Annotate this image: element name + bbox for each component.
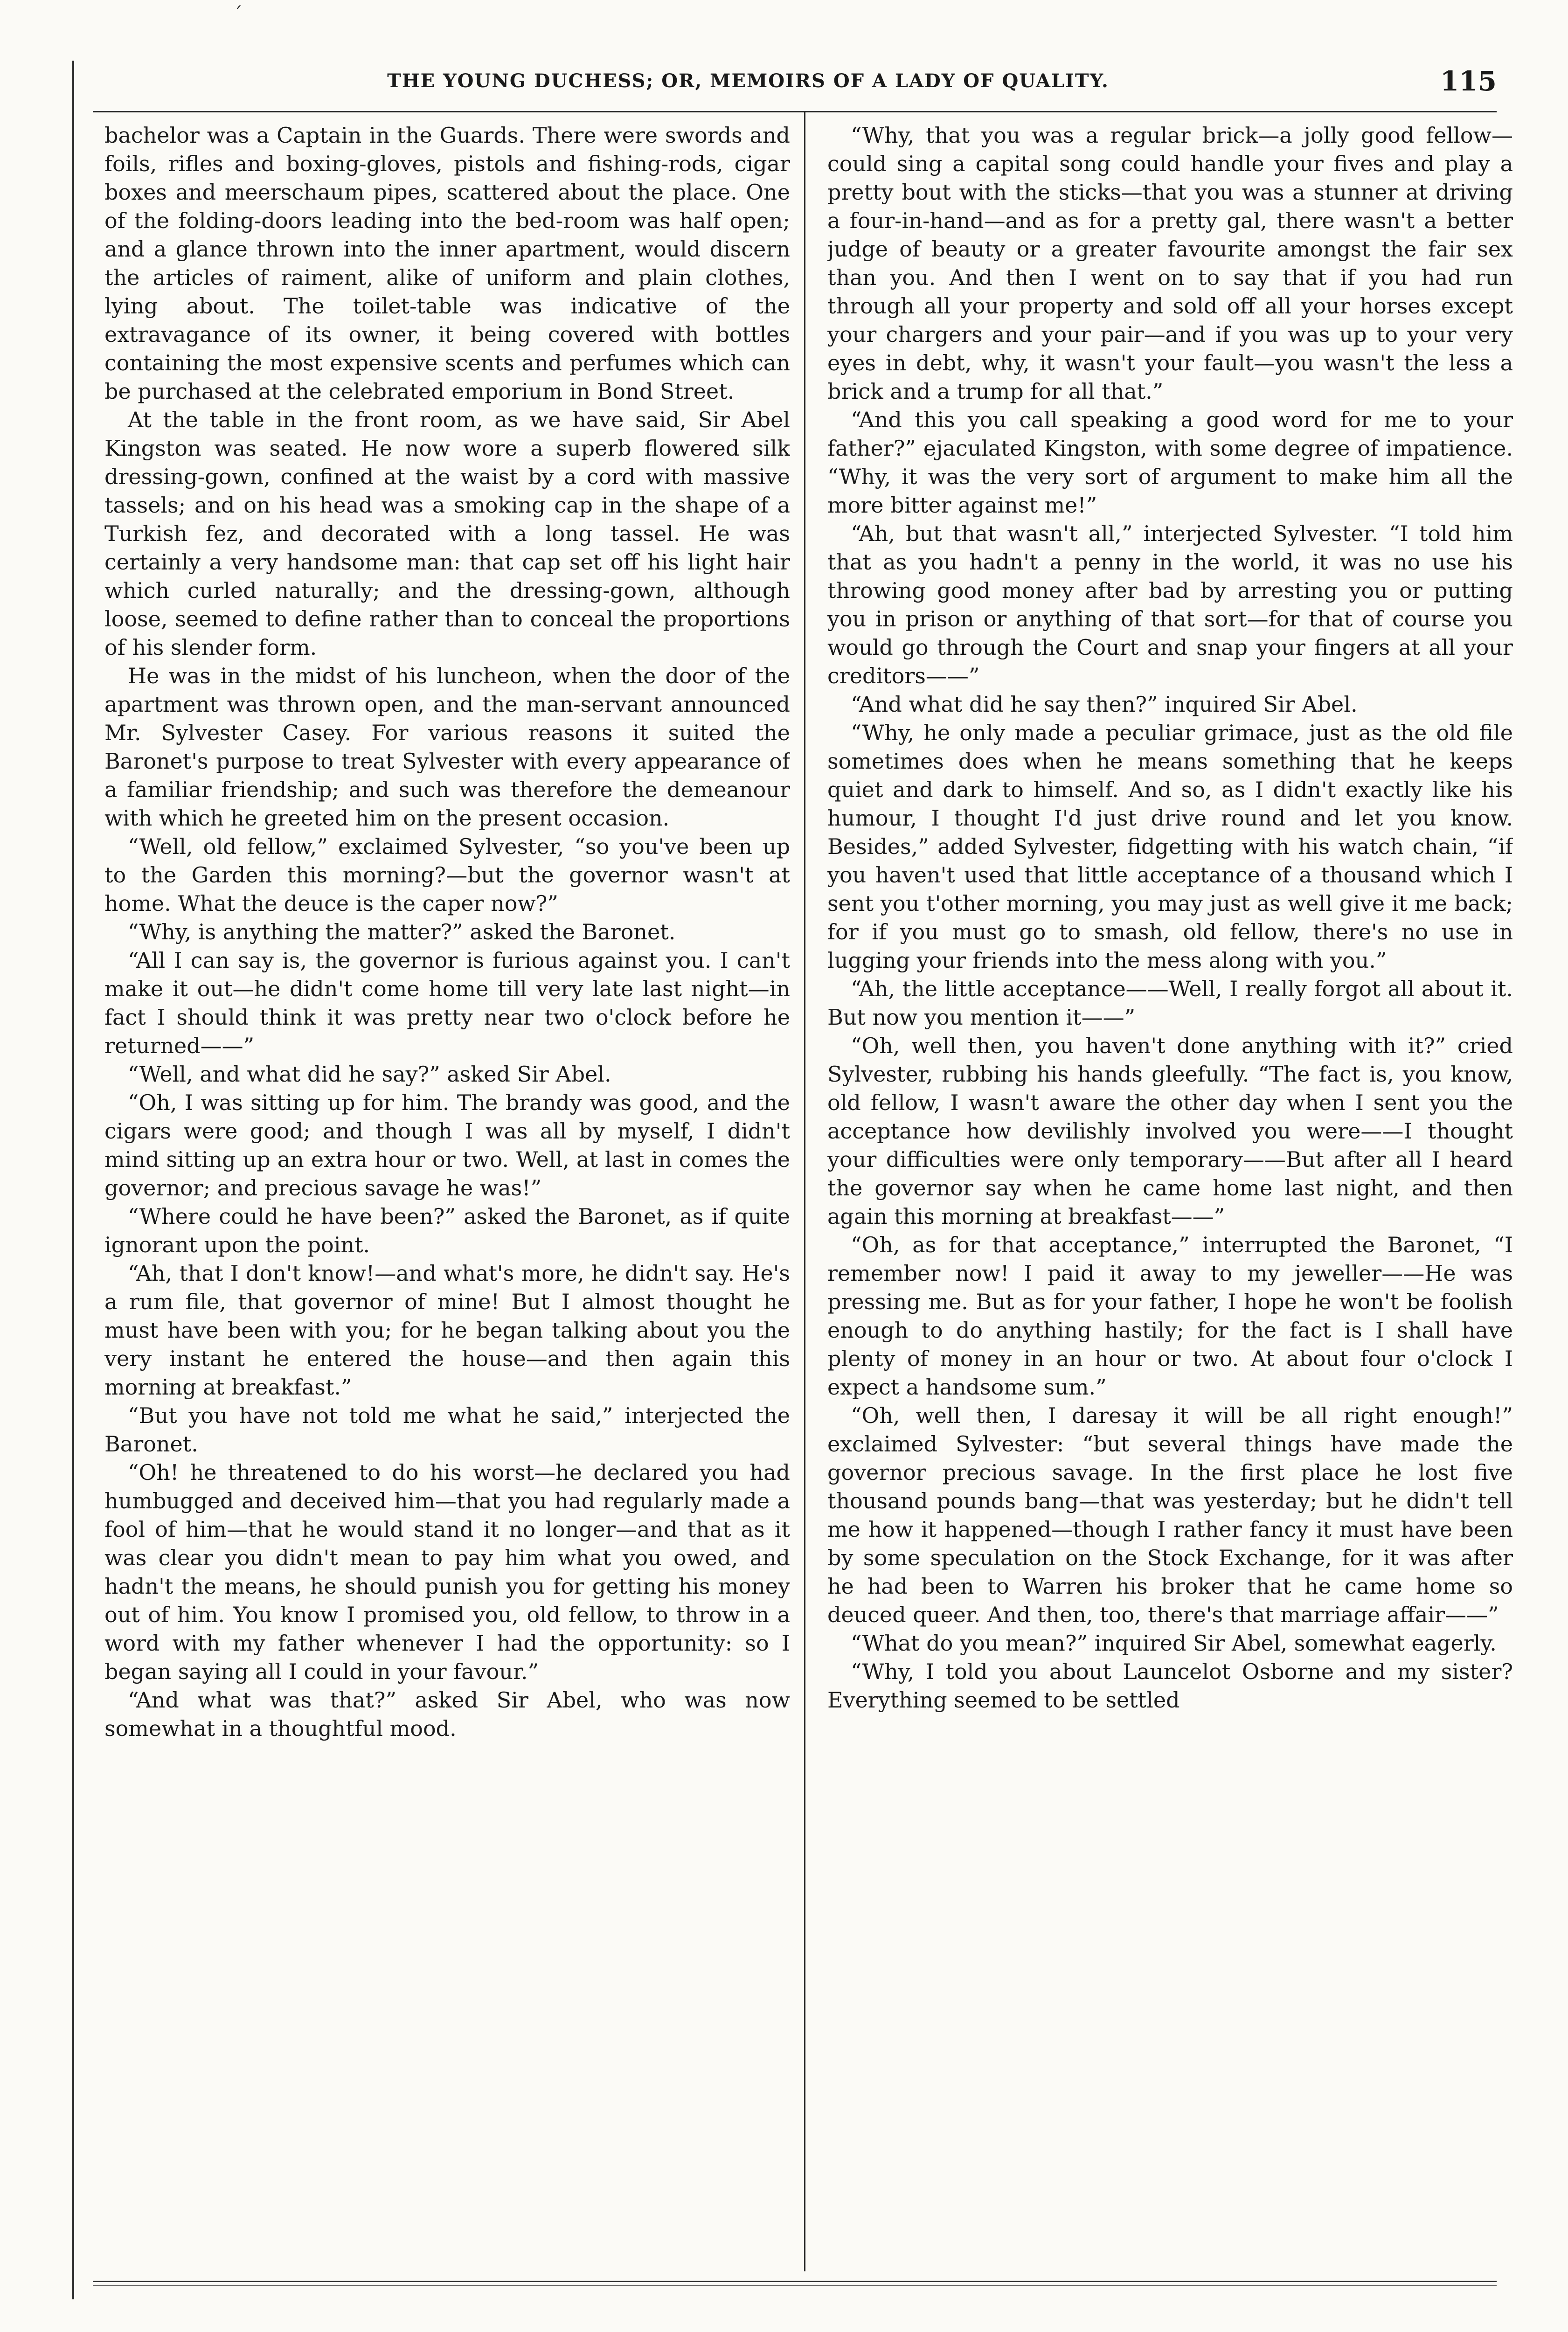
paragraph: “What do you mean?” inquired Sir Abel, somewhat eagerly. — [851, 1631, 1497, 1656]
paragraph: “Oh! he threatened to do his worst—he declared you had humbugged and deceived him—that you had regularly made a fool of him—that he would stand it no longer—and that as it was clear you didn't mean to pay him what you owed, and hadn't the means, he should punish you for getting his money out of him. You know I promised you, old fellow, to throw in a word with my father whenever I had the opportunity: so I began saying all I could in your favour.” — [104, 1460, 790, 1684]
paragraph: “Oh, well then, I daresay it will be all right enough!” exclaimed Sylvester: “but several things have made the governor precious savage. In the first place he lost five thousand pounds bang—that was yesterday; but he didn't tell me how it happened—though I rather fancy it must have been by some speculation on the Stock Exchange, for it was after he had been to Warren his broker that he came home so deuced queer. And then, too, there's that marriage affair——” — [827, 1403, 1513, 1627]
paragraph: “And what was that?” asked Sir Abel, who was now somewhat in a thoughtful mood. — [104, 1687, 790, 1741]
paragraph: “Why, he only made a peculiar grimace, just as the old file sometimes does when he means something that he keeps quiet and dark to himself. And so, as I didn't exactly like his humour, I thought I'd just drive round and let you know. Besides,” added Sylvester, fidgetting with his watch chain, “if you haven't used that little acceptance of a thousand which I sent you t'other morning, you may just as well give it me back; for if you must go to smash, old fellow, there's no use in lugging your friends into the mess along with you.” — [827, 720, 1513, 973]
paragraph: “Oh, as for that acceptance,” interrupted the Baronet, “I remember now! I paid it away to my jeweller——He was pressing me. But as for your father, I hope he won't be foolish enough to do anything hastily; for the fact is I shall have plenty of money in an hour or two. At about four o'clock I expect a handsome sum.” — [827, 1232, 1513, 1400]
bottom-rule — [93, 2281, 1497, 2282]
paragraph: He was in the midst of his luncheon, when the door of the apartment was thrown open, and the man-servant announced Mr. Sylvester Casey. For various reasons it suited the Baronet's purpose to treat Sylvester with every appearance of a familiar friendship; and such was therefore the demeanour with which he greeted him on the present occasion. — [104, 663, 790, 831]
page — [72, 61, 1513, 2299]
paragraph: “Ah, that I don't know!—and what's more, he didn't say. He's a rum file, that governor of mine! But I almost thought he must have been with you; for he began talking about you the very instant he entered the house—and then again this morning at breakfast.” — [104, 1261, 790, 1400]
pen-mark: ˊ — [233, 4, 243, 25]
right-column — [827, 121, 1513, 2262]
bottom-rule-thin — [93, 2285, 1497, 2286]
page-number: 115 — [1440, 65, 1497, 97]
paragraph: “Ah, but that wasn't all,” interjected Sylvester. “I told him that as you hadn't a penny in the world, it was no use his throwing good money after bad by arresting you or putting you in prison or anything of that sort—for that of course you would go through the Court and snap your fingers at all your creditors——” — [827, 521, 1513, 688]
paragraph: “And what did he say then?” inquired Sir Abel. — [851, 692, 1358, 717]
paragraph: “Why, is anything the matter?” asked the Baronet. — [128, 919, 676, 944]
header-rule — [93, 111, 1497, 112]
paragraph: “But you have not told me what he said,” interjected the Baronet. — [104, 1403, 790, 1457]
paragraph: “Ah, the little acceptance——Well, I really forgot all about it. But now you mention it——” — [827, 976, 1513, 1030]
running-header — [93, 61, 1497, 112]
running-title: THE YOUNG DUCHESS; OR, MEMOIRS OF A LADY OF QUALITY. — [387, 70, 1109, 92]
left-column — [104, 121, 790, 2262]
paragraph: “All I can say is, the governor is furious against you. I can't make it out—he didn't come home till very late last night—in fact I should think it was pretty near two o'clock before he returned——” — [104, 948, 790, 1058]
paragraph: “Oh, well then, you haven't done anything with it?” cried Sylvester, rubbing his hands gleefully. “The fact is, you know, old fellow, I wasn't aware the other day when I sent you the acceptance how devilishly involved you were——I thought your difficulties were only temporary——But after all I heard the governor say when he came home last night, and then again this morning at breakfast——” — [827, 1033, 1513, 1229]
paragraph: “Why, that you was a regular brick—a jolly good fellow—could sing a capital song could handle your fives and play a pretty bout with the sticks—that you was a stunner at driving a four-in-hand—and as for a pretty gal, there wasn't a better judge of beauty or a greater favourite amongst the fair sex than you. And then I went on to say that if you had run through all your property and sold off all your horses except your chargers and your pair—and if you was up to your very eyes in debt, why, it wasn't your fault—you wasn't the less a brick and a trump for all that.” — [827, 123, 1513, 404]
paragraph: “Well, old fellow,” exclaimed Sylvester, “so you've been up to the Garden this morning?—but the governor wasn't at home. What the deuce is the caper now?” — [104, 834, 790, 916]
paragraph: “Oh, I was sitting up for him. The brandy was good, and the cigars were good; and though I was all by myself, I didn't mind sitting up an extra hour or two. Well, at last in comes the governor; and precious savage he was!” — [104, 1090, 790, 1201]
paragraph: At the table in the front room, as we have said, Sir Abel Kingston was seated. He now wore a superb flowered silk dressing-gown, confined at the waist by a cord with massive tassels; and on his head was a smoking cap in the shape of a Turkish fez, and decorated with a long tassel. He was certainly a very handsome man: that cap set off his light hair which curled naturally; and the dressing-gown, although loose, seemed to define rather than to conceal the proportions of his slender form. — [104, 407, 790, 660]
paragraph: “Well, and what did he say?” asked Sir Abel. — [128, 1062, 611, 1087]
paragraph: “Why, I told you about Launcelot Osborne and my sister? Everything seemed to be settled — [827, 1659, 1513, 1713]
paragraph: “Where could he have been?” asked the Baronet, as if quite ignorant upon the point. — [104, 1204, 790, 1257]
paragraph: bachelor was a Captain in the Guards. There were swords and foils, rifles and boxing-gloves, pistols and fishing-rods, cigar boxes and meerschaum pipes, scattered about the place. One of the folding-doors leading into the bed-room was half open; and a glance thrown into the inner apartment, would discern the articles of raiment, alike of uniform and plain clothes, lying about. The toilet-table was indicative of the extravagance of its owner, it being covered with bottles containing the most expensive scents and perfumes which can be purchased at the celebrated emporium in Bond Street. — [104, 123, 790, 404]
paragraph: “And this you call speaking a good word for me to your father?” ejaculated Kingston, with some degree of impatience. “Why, it was the very sort of argument to make him all the more bitter against me!” — [827, 407, 1513, 518]
column-divider — [804, 112, 805, 2271]
